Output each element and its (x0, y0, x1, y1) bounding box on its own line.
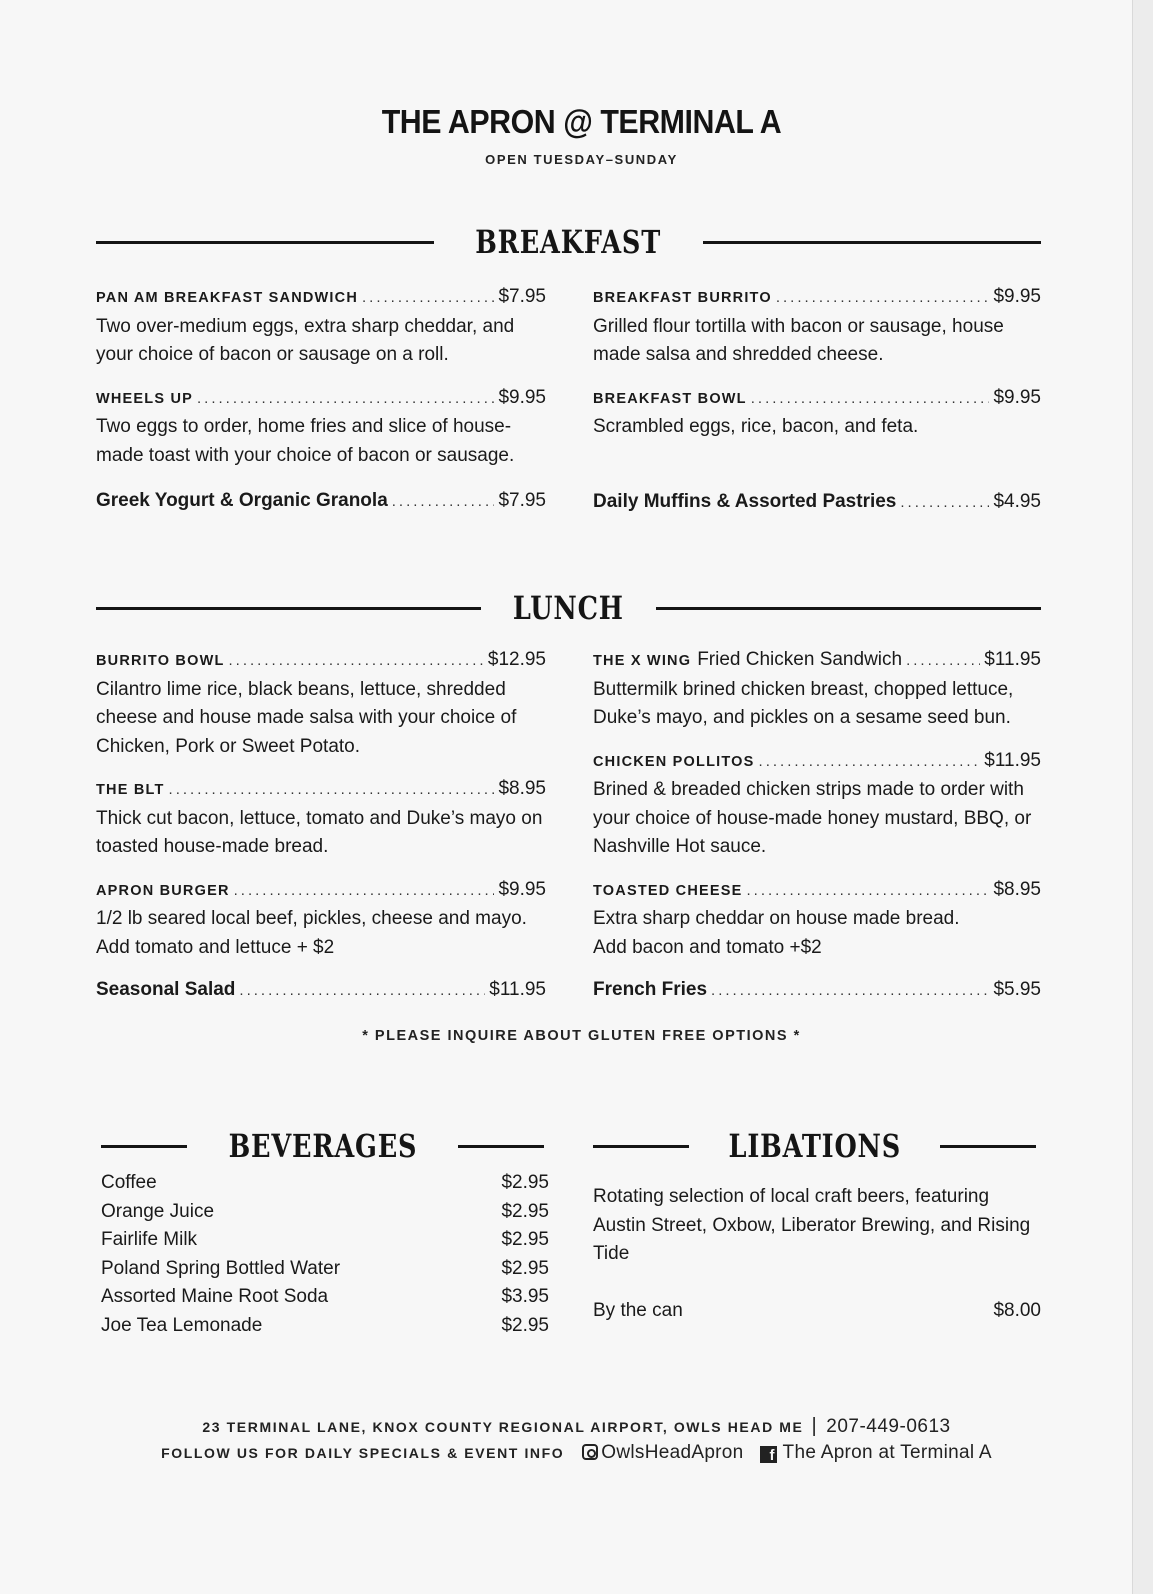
menu-item (96, 384, 546, 471)
item-price: $12.95 (487, 649, 546, 670)
beverages-heading-label: BEVERAGES (228, 1127, 417, 1165)
item-price: $8.95 (993, 878, 1041, 900)
item-name: APRON BURGER (96, 882, 230, 899)
breakfast-right-column (593, 283, 1041, 531)
item-price: $9.95 (498, 878, 546, 900)
menu-item (96, 976, 546, 1006)
item-name: CHICKEN POLLITOS (593, 753, 755, 770)
lunch-left-column (96, 646, 546, 1020)
item-price: $11.95 (984, 749, 1041, 771)
item-description: Cilantro lime rice, black beans, lettuce, shredded cheese and house made salsa with your choice of Chicken, Pork or Sweet Potato. (96, 678, 517, 757)
footer-contact (0, 1415, 1153, 1438)
facebook-icon: f (760, 1446, 777, 1463)
beverages-heading (101, 1126, 544, 1166)
item-price: $2.95 (501, 1172, 549, 1193)
item-name: Orange Juice (101, 1200, 215, 1222)
beverage-item (101, 1226, 549, 1255)
item-price: $3.95 (501, 1286, 549, 1307)
item-name: Joe Tea Lemonade (101, 1314, 263, 1336)
lunch-heading (96, 588, 1041, 628)
item-description: Two over-medium eggs, extra sharp cheddar, and your choice of bacon or sausage on a roll. (96, 315, 515, 365)
breakfast-heading-label: BREAKFAST (475, 223, 662, 261)
item-price: $9.95 (993, 386, 1041, 408)
divider (656, 607, 1041, 610)
libation-item (593, 1297, 1041, 1326)
menu-item (593, 976, 1041, 1006)
item-name: BREAKFAST BURRITO (593, 290, 772, 306)
libations-heading (593, 1126, 1036, 1166)
item-price: $11.95 (984, 649, 1041, 670)
lunch-right-column (593, 646, 1041, 1020)
gluten-free-note: * PLEASE INQUIRE ABOUT GLUTEN FREE OPTIONS * (362, 1028, 801, 1044)
item-name: THE X WING (593, 653, 692, 669)
menu-item (593, 488, 1041, 518)
libations-heading-label: LIBATIONS (728, 1127, 901, 1165)
item-description: Thick cut bacon, lettuce, tomato and Duke’s mayo on toasted house-made bread. (96, 807, 543, 857)
item-description-addon: Add bacon and tomato +$2 (593, 936, 822, 958)
libations-section (593, 1183, 1041, 1325)
menu-item (593, 384, 1041, 442)
menu-item (96, 775, 546, 862)
menu-item (593, 646, 1041, 733)
beverage-item (101, 1283, 549, 1312)
item-description: Extra sharp cheddar on house made bread. (593, 908, 960, 929)
menu-item (96, 646, 546, 761)
item-description: 1/2 lb seared local beef, pickles, cheese and mayo. (96, 908, 527, 929)
item-price: $9.95 (498, 386, 546, 408)
facebook-page-name: The Apron at Terminal A (782, 1442, 992, 1463)
menu-item (593, 876, 1041, 963)
item-description: Grilled flour tortilla with bacon or sausage, house made salsa and shredded cheese. (593, 315, 1004, 365)
divider (593, 1145, 689, 1148)
item-description: Scrambled eggs, rice, bacon, and feta. (593, 416, 919, 437)
item-name: THE BLT (96, 782, 165, 798)
item-price: $2.95 (501, 1229, 549, 1250)
footer-social (0, 1442, 1153, 1464)
divider (101, 1145, 187, 1148)
item-name: Fairlife Milk (101, 1229, 198, 1250)
divider (458, 1145, 544, 1148)
item-description-addon: Add tomato and lettuce + $2 (96, 936, 335, 958)
item-name: Daily Muffins & Assorted Pastries (593, 490, 897, 512)
divider (96, 607, 481, 610)
footer-separator: | (811, 1415, 819, 1437)
beverages-list (101, 1169, 549, 1340)
item-price: $2.95 (501, 1200, 549, 1222)
item-name: BREAKFAST BOWL (593, 390, 747, 407)
beverage-item (101, 1169, 549, 1198)
page-title: THE APRON @ TERMINAL A (381, 103, 782, 140)
menu-item (593, 747, 1041, 862)
item-name: Coffee (101, 1172, 157, 1193)
item-name: Seasonal Salad (96, 979, 236, 1000)
instagram-handle: OwlsHeadApron (601, 1442, 744, 1463)
item-price: $2.95 (501, 1257, 549, 1279)
item-name: BURRITO BOWL (96, 653, 225, 669)
menu-item (96, 487, 546, 517)
item-name: By the can (593, 1299, 683, 1321)
item-name-subtitle: Fried Chicken Sandwich (697, 649, 903, 670)
menu-item (593, 283, 1041, 370)
item-price: $7.95 (498, 286, 546, 307)
item-name: French Fries (593, 979, 708, 1000)
footer-follow-text: FOLLOW US FOR DAILY SPECIALS & EVENT INFO (161, 1445, 565, 1461)
libations-description: Rotating selection of local craft beers, featuring Austin Street, Oxbow, Liberator Brewing, and Rising Tide (593, 1186, 1031, 1264)
item-price: $8.00 (993, 1299, 1041, 1321)
item-description: Brined & breaded chicken strips made to order with your choice of house-made honey mustard, BBQ, or Nashville Hot sauce. (593, 779, 1032, 857)
item-description: Two eggs to order, home fries and slice of house-made toast with your choice of bacon or sausage. (96, 416, 515, 466)
beverage-item (101, 1312, 549, 1341)
menu-item (96, 876, 546, 963)
item-price: $8.95 (498, 778, 546, 799)
divider (96, 241, 434, 244)
item-price: $9.95 (993, 286, 1041, 307)
item-price: $4.95 (993, 490, 1041, 512)
footer-address: 23 TERMINAL LANE, KNOX COUNTY REGIONAL AIRPORT, OWLS HEAD ME (202, 1419, 804, 1435)
page-subtitle: OPEN TUESDAY–SUNDAY (485, 152, 678, 167)
item-name: TOASTED CHEESE (593, 882, 743, 899)
divider (703, 241, 1041, 244)
item-name: Poland Spring Bottled Water (101, 1257, 341, 1279)
page-edge (1132, 0, 1153, 1594)
breakfast-left-column (96, 283, 546, 531)
breakfast-heading (96, 222, 1041, 262)
item-description: Buttermilk brined chicken breast, chopped lettuce, Duke’s mayo, and pickles on a sesame seed bun. (593, 678, 1014, 728)
menu-item (96, 283, 546, 370)
item-name: WHEELS UP (96, 390, 193, 407)
item-name: PAN AM BREAKFAST SANDWICH (96, 290, 358, 306)
instagram-icon (582, 1444, 598, 1460)
item-price: $7.95 (498, 490, 546, 511)
lunch-heading-label: LUNCH (513, 589, 624, 627)
item-name: Assorted Maine Root Soda (101, 1286, 329, 1307)
divider (940, 1145, 1036, 1148)
item-price: $5.95 (993, 979, 1041, 1000)
item-price: $11.95 (489, 979, 546, 1000)
beverage-item (101, 1198, 549, 1227)
footer-phone: 207-449-0613 (826, 1416, 951, 1437)
item-price: $2.95 (501, 1314, 549, 1336)
beverage-item (101, 1255, 549, 1284)
item-name: Greek Yogurt & Organic Granola (96, 490, 388, 511)
